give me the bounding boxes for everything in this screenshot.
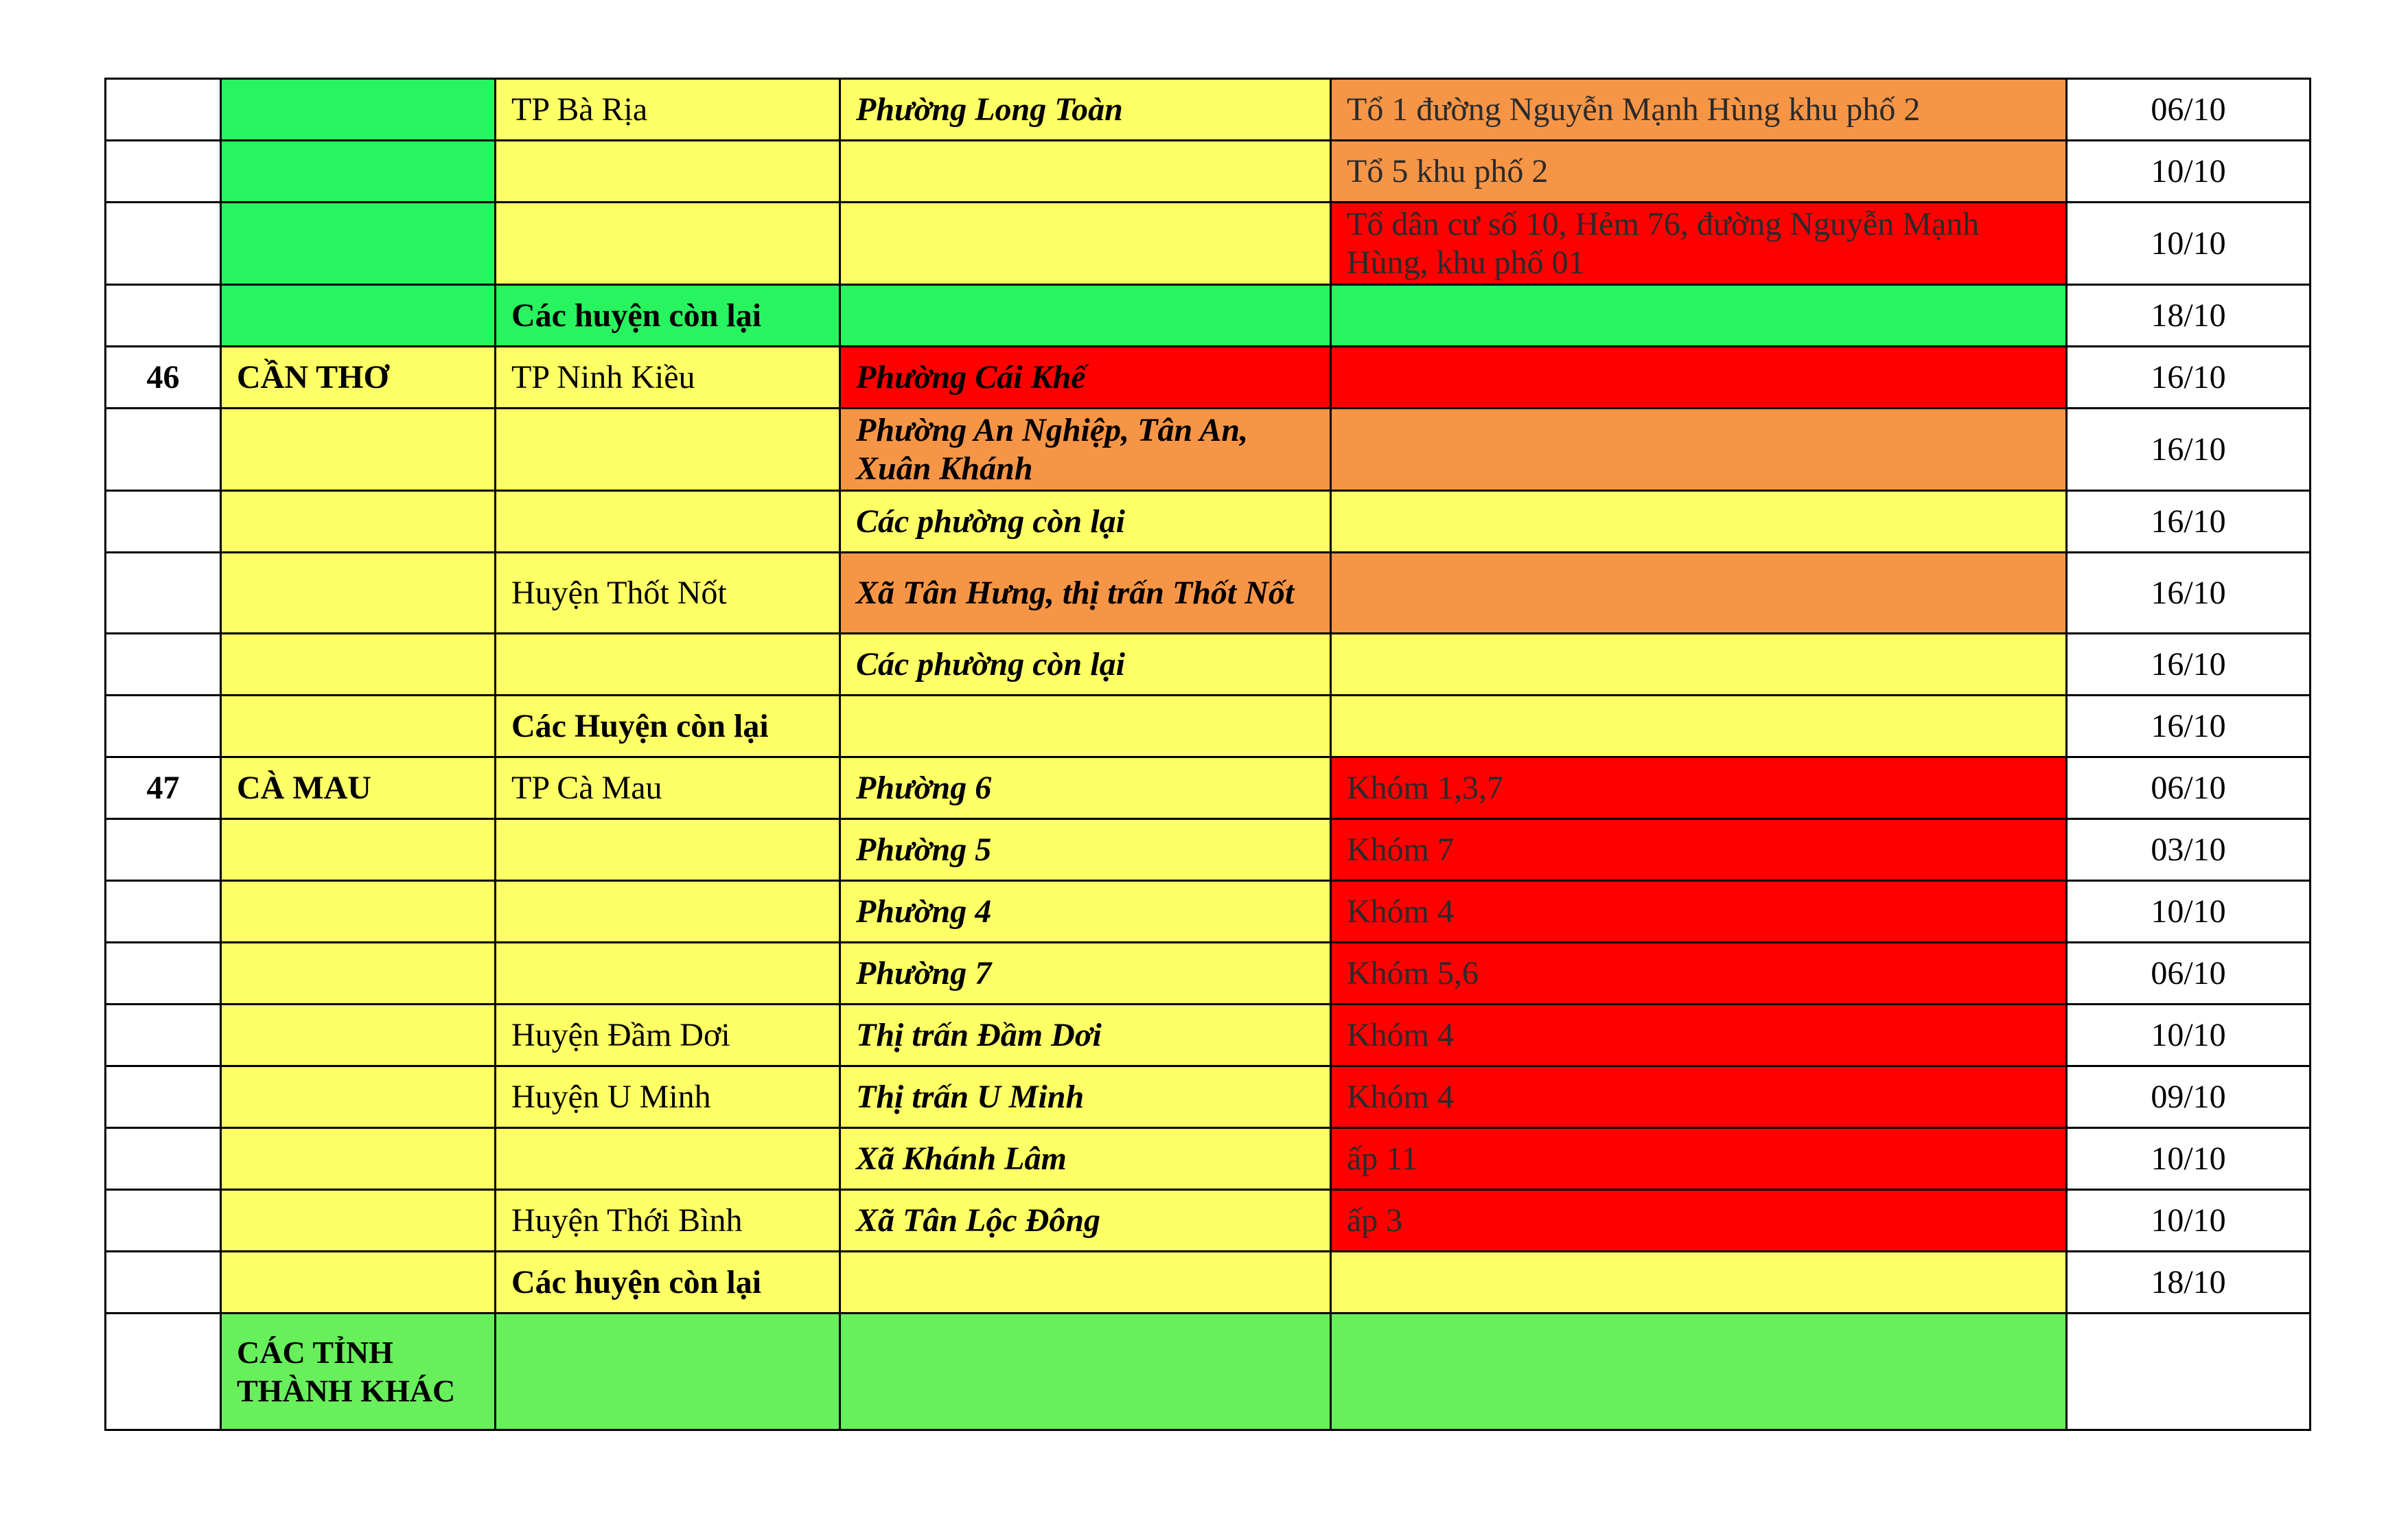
area-cell [1331,634,2067,696]
area-cell [1331,1066,2067,1128]
date-cell: 18/10 [2067,285,2311,347]
ward-cell: Xã Khánh Lâm [840,1128,1331,1190]
area-cell [1331,141,2067,203]
table-row [106,1066,2311,1128]
table-row [106,943,2311,1005]
ward-cell [840,285,1331,347]
row-number [106,634,221,696]
area-text: Khóm 4 [1347,1078,1454,1115]
ward-cell: Phường 7 [840,943,1331,1005]
area-text: Tổ 1 đường Nguyễn Mạnh Hùng khu phố 2 [1347,91,1921,128]
row-number: 46 [106,347,221,409]
table-row [106,819,2311,881]
province-cell [221,1005,496,1066]
area-cell [1331,943,2067,1005]
table-row [106,409,2311,491]
row-number [106,819,221,881]
date-cell: 06/10 [2067,943,2311,1005]
row-number [106,943,221,1005]
date-cell: 09/10 [2067,1066,2311,1128]
covid-risk-table [104,78,2311,1431]
ward-cell: Phường 5 [840,819,1331,881]
province-cell [221,881,496,943]
date-cell: 16/10 [2067,347,2311,409]
ward-cell: Phường An Nghiệp, Tân An, Xuân Khánh [840,409,1331,491]
district-cell [496,203,840,285]
area-cell [1331,79,2067,141]
province-cell [221,79,496,141]
date-cell: 18/10 [2067,1252,2311,1314]
row-number [106,409,221,491]
district-cell: Huyện Thới Bình [496,1190,840,1252]
province-cell: CÁC TỈNH THÀNH KHÁC [221,1314,496,1430]
district-cell [496,881,840,943]
row-number [106,285,221,347]
province-cell [221,1252,496,1314]
row-number [106,881,221,943]
table-row [106,553,2311,634]
table-row [106,696,2311,757]
date-cell: 10/10 [2067,881,2311,943]
ward-cell: Xã Tân Lộc Đông [840,1190,1331,1252]
district-cell [496,1314,840,1430]
date-cell: 06/10 [2067,757,2311,819]
province-cell [221,1190,496,1252]
row-number [106,553,221,634]
province-cell: CÀ MAU [221,757,496,819]
date-cell: 06/10 [2067,79,2311,141]
province-cell [221,491,496,553]
area-cell [1331,819,2067,881]
area-text: ấp 3 [1347,1202,1403,1239]
row-number [106,1252,221,1314]
ward-cell [840,1314,1331,1430]
table-row [106,1252,2311,1314]
district-cell [496,491,840,553]
area-text: Khóm 4 [1347,893,1454,930]
area-cell [1331,1314,2067,1430]
row-number [106,1314,221,1430]
province-cell [221,409,496,491]
district-cell [496,943,840,1005]
area-cell [1331,1190,2067,1252]
area-text: Khóm 1,3,7 [1347,769,1503,806]
district-cell: Huyện Đầm Dơi [496,1005,840,1066]
district-cell: Các Huyện còn lại [496,696,840,757]
date-cell: 10/10 [2067,1128,2311,1190]
district-cell: TP Bà Rịa [496,79,840,141]
ward-cell: Các phường còn lại [840,634,1331,696]
area-cell [1331,1128,2067,1190]
area-cell [1331,491,2067,553]
ward-cell: Xã Tân Hưng, thị trấn Thốt Nốt [840,553,1331,634]
ward-cell: Phường Cái Khế [840,347,1331,409]
area-cell [1331,696,2067,757]
district-cell [496,409,840,491]
province-cell [221,943,496,1005]
ward-cell [840,696,1331,757]
province-cell [221,634,496,696]
date-cell: 16/10 [2067,696,2311,757]
row-number [106,141,221,203]
table-row [106,491,2311,553]
table-row [106,881,2311,943]
district-cell: Các huyện còn lại [496,285,840,347]
ward-cell: Phường 4 [840,881,1331,943]
table-row [106,1005,2311,1066]
table-row [106,1128,2311,1190]
table-row [106,203,2311,285]
ward-cell: Phường 6 [840,757,1331,819]
row-number: 47 [106,757,221,819]
district-cell [496,1128,840,1190]
date-cell: 10/10 [2067,141,2311,203]
district-cell [496,634,840,696]
area-cell [1331,553,2067,634]
ward-cell [840,1252,1331,1314]
table-row [106,1190,2311,1252]
row-number [106,1190,221,1252]
province-cell [221,141,496,203]
ward-cell: Thị trấn Đầm Dơi [840,1005,1331,1066]
date-cell: 03/10 [2067,819,2311,881]
district-cell: Huyện U Minh [496,1066,840,1128]
row-number [106,1005,221,1066]
province-cell [221,1128,496,1190]
ward-cell [840,203,1331,285]
area-cell [1331,881,2067,943]
table-row [106,1314,2311,1430]
date-cell: 16/10 [2067,491,2311,553]
ward-cell: Các phường còn lại [840,491,1331,553]
area-cell [1331,757,2067,819]
ward-cell: Phường Long Toàn [840,79,1331,141]
area-text: ấp 11 [1347,1140,1418,1177]
table-row [106,757,2311,819]
row-number [106,203,221,285]
district-cell: TP Ninh Kiều [496,347,840,409]
province-cell [221,696,496,757]
date-cell: 16/10 [2067,553,2311,634]
district-cell: TP Cà Mau [496,757,840,819]
district-cell: Huyện Thốt Nốt [496,553,840,634]
area-cell [1331,285,2067,347]
area-text: Khóm 5,6 [1347,954,1479,991]
province-cell [221,285,496,347]
area-cell [1331,1005,2067,1066]
table-row [106,141,2311,203]
province-cell [221,1066,496,1128]
area-cell [1331,1252,2067,1314]
date-cell [2067,1314,2311,1430]
row-number [106,491,221,553]
row-number [106,1066,221,1128]
district-cell [496,819,840,881]
date-cell: 16/10 [2067,634,2311,696]
row-number [106,79,221,141]
area-cell [1331,347,2067,409]
area-text: Khóm 7 [1347,831,1454,868]
ward-cell [840,141,1331,203]
district-cell: Các huyện còn lại [496,1252,840,1314]
province-cell [221,819,496,881]
row-number [106,1128,221,1190]
province-cell [221,553,496,634]
table-row [106,347,2311,409]
province-cell [221,203,496,285]
date-cell: 10/10 [2067,203,2311,285]
district-cell [496,141,840,203]
area-cell [1331,203,2067,285]
ward-cell: Thị trấn U Minh [840,1066,1331,1128]
table-row [106,79,2311,141]
area-cell [1331,409,2067,491]
table-row [106,634,2311,696]
date-cell: 10/10 [2067,1190,2311,1252]
date-cell: 10/10 [2067,1005,2311,1066]
table-row [106,285,2311,347]
area-text: Tổ dân cư số 10, Hẻm 76, đường Nguyễn Mạnh Hùng, khu phố 01 [1347,205,1980,281]
area-text: Tổ 5 khu phố 2 [1347,152,1549,190]
province-cell: CẦN THƠ [221,347,496,409]
area-text: Khóm 4 [1347,1016,1454,1053]
date-cell: 16/10 [2067,409,2311,491]
row-number [106,696,221,757]
